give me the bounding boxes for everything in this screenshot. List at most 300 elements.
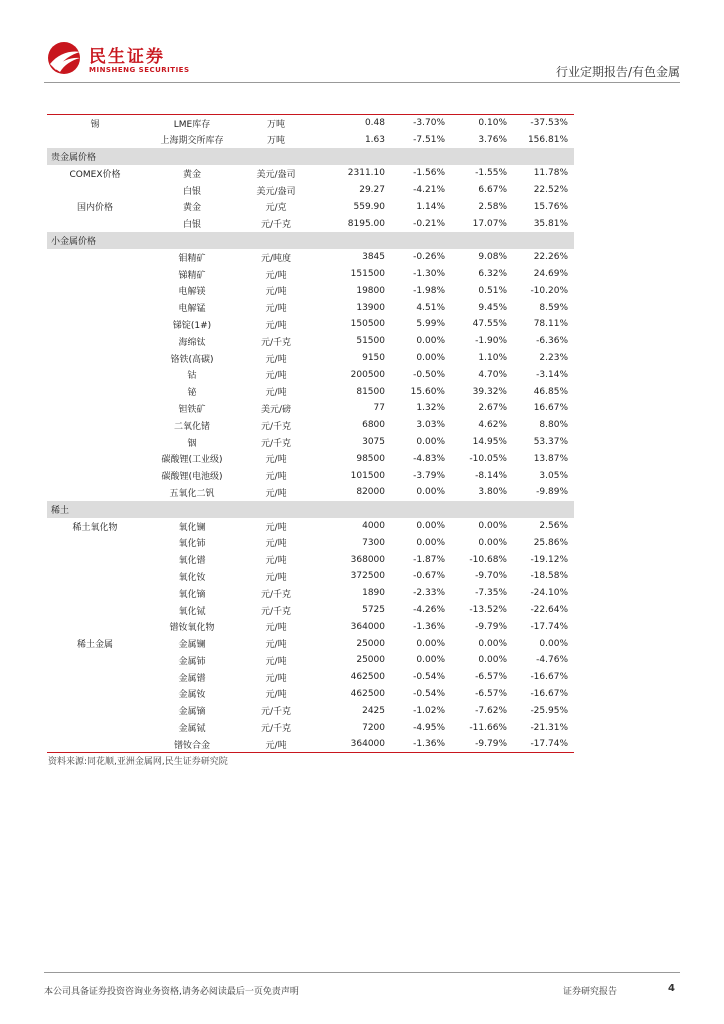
change-week-cell: -1.36% xyxy=(413,739,445,750)
unit-cell: 元/吨 xyxy=(265,673,287,684)
table-row xyxy=(47,366,574,383)
change-year-cell: 13.87% xyxy=(533,453,569,464)
category-cell xyxy=(47,182,143,199)
company-logo xyxy=(44,40,204,78)
change-week-cell: 0.00% xyxy=(416,638,445,649)
change-month-cell: 9.08% xyxy=(478,252,507,263)
table-row xyxy=(47,249,574,266)
item-name-cell: 金属镧 xyxy=(178,640,206,651)
unit-cell: 元/千克 xyxy=(260,707,292,718)
table-sections xyxy=(47,148,574,753)
item-name-cell: 锑锭(1#) xyxy=(172,320,212,331)
change-year-cell: 35.81% xyxy=(533,218,569,229)
section-title: 稀土 xyxy=(47,501,574,518)
table-row xyxy=(47,518,574,535)
header-divider xyxy=(44,82,680,83)
price-cell: 82000 xyxy=(356,487,385,498)
change-year-cell: -22.64% xyxy=(530,605,569,615)
price-cell: 0.48 xyxy=(364,118,385,129)
change-week-cell: 5.99% xyxy=(416,319,445,330)
change-month-cell: 1.10% xyxy=(478,353,507,364)
change-year-cell: 156.81% xyxy=(527,134,568,145)
change-year-cell: 2.23% xyxy=(539,353,569,364)
table-row xyxy=(47,198,574,215)
unit-cell: 元/千克 xyxy=(260,589,292,600)
table-row xyxy=(47,652,574,669)
category-cell xyxy=(47,467,143,484)
change-month-cell: -7.62% xyxy=(475,705,507,716)
category-cell xyxy=(47,434,143,451)
change-week-cell: -4.21% xyxy=(413,185,445,196)
change-month-cell: -6.57% xyxy=(475,688,507,699)
item-name-cell: 氧化镝 xyxy=(178,589,206,600)
change-week-cell: 15.60% xyxy=(410,386,445,397)
unit-cell: 元/吨 xyxy=(265,656,287,667)
change-year-cell: -3.14% xyxy=(536,369,569,380)
category-cell xyxy=(47,736,143,753)
table-row xyxy=(47,602,574,619)
change-year-cell: -24.10% xyxy=(530,588,569,599)
item-name-cell: 氧化铽 xyxy=(178,606,206,617)
change-year-cell: -25.95% xyxy=(530,705,569,716)
category-cell xyxy=(47,686,143,703)
change-month-cell: -1.55% xyxy=(475,168,507,179)
table-row xyxy=(47,165,574,182)
table-row xyxy=(47,131,574,148)
item-name-cell: 镨钕氧化物 xyxy=(169,623,215,634)
change-week-cell: 3.03% xyxy=(416,420,445,431)
table-row xyxy=(47,333,574,350)
change-month-cell: 47.55% xyxy=(472,319,507,330)
change-year-cell: 8.59% xyxy=(539,302,569,313)
category-cell xyxy=(47,669,143,686)
table-row xyxy=(47,299,574,316)
unit-cell: 元/吨 xyxy=(265,472,287,483)
unit-cell: 元/吨 xyxy=(265,488,287,499)
price-cell: 3845 xyxy=(362,252,385,263)
change-week-cell: 0.00% xyxy=(416,437,445,448)
change-week-cell: 0.00% xyxy=(416,487,445,498)
item-name-cell: 锑精矿 xyxy=(178,270,206,281)
unit-cell: 元/吨 xyxy=(265,556,287,567)
item-name-cell: 金属镨 xyxy=(178,673,206,684)
table-row xyxy=(47,215,574,232)
change-week-cell: -0.50% xyxy=(413,369,445,380)
change-year-cell: 24.69% xyxy=(533,269,569,280)
change-month-cell: -7.35% xyxy=(475,588,507,599)
price-cell: 2425 xyxy=(362,705,385,716)
footer-label: 证券研究报告 xyxy=(563,987,618,997)
change-week-cell: -4.95% xyxy=(413,722,445,733)
item-name-cell: 白银 xyxy=(182,220,201,231)
change-month-cell: 14.95% xyxy=(472,437,507,448)
item-name-cell: 碳酸锂(工业级) xyxy=(161,455,223,466)
change-week-cell: 1.32% xyxy=(416,403,445,414)
change-month-cell: -9.79% xyxy=(475,621,507,632)
category-cell xyxy=(47,618,143,635)
table-row xyxy=(47,450,574,467)
unit-cell: 元/吨 xyxy=(265,354,287,365)
change-month-cell: 3.76% xyxy=(478,134,507,145)
change-month-cell: 39.32% xyxy=(472,386,507,397)
item-name-cell: 五氧化二钒 xyxy=(169,488,215,499)
section-header-row xyxy=(47,232,574,249)
change-year-cell: 46.85% xyxy=(533,386,569,397)
change-year-cell: -16.67% xyxy=(530,688,569,699)
item-name-cell: 铋 xyxy=(187,388,197,399)
table-row xyxy=(47,568,574,585)
category-cell: 稀土氧化物 xyxy=(72,522,118,533)
unit-cell: 元/吨 xyxy=(265,572,287,583)
change-month-cell: -6.57% xyxy=(475,672,507,683)
change-month-cell: 0.10% xyxy=(478,118,507,129)
price-cell: 559.90 xyxy=(353,201,385,212)
unit-cell: 元/克 xyxy=(265,203,287,214)
item-name-cell: 金属钕 xyxy=(178,690,206,701)
unit-cell: 元/吨 xyxy=(265,287,287,298)
unit-cell: 元/吨 xyxy=(265,539,287,550)
item-name-cell: 氧化铈 xyxy=(178,539,206,550)
table-row xyxy=(47,551,574,568)
price-cell: 19800 xyxy=(356,285,385,296)
change-week-cell: 0.00% xyxy=(416,655,445,666)
change-week-cell: -3.79% xyxy=(413,470,445,481)
change-month-cell: -1.90% xyxy=(475,336,507,347)
change-month-cell: 0.00% xyxy=(478,537,507,548)
change-month-cell: 4.62% xyxy=(478,420,507,431)
unit-cell: 元/吨 xyxy=(265,371,287,382)
price-cell: 98500 xyxy=(356,453,385,464)
price-cell: 8195.00 xyxy=(347,218,385,229)
change-year-cell: -17.74% xyxy=(530,621,569,632)
table-row xyxy=(47,282,574,299)
price-cell: 364000 xyxy=(350,739,385,750)
change-week-cell: 1.14% xyxy=(416,201,445,212)
item-name-cell: 二氧化锗 xyxy=(173,421,210,432)
item-name-cell: 白银 xyxy=(182,186,201,197)
unit-cell: 元/吨 xyxy=(265,388,287,399)
price-cell: 462500 xyxy=(350,688,385,699)
item-name-cell: 金属铈 xyxy=(178,656,206,667)
change-week-cell: -1.02% xyxy=(413,705,445,716)
price-cell: 7300 xyxy=(362,537,385,548)
change-month-cell: -10.68% xyxy=(469,554,507,565)
table-top-block xyxy=(47,114,574,148)
change-year-cell: 11.78% xyxy=(533,168,569,179)
unit-cell: 元/千克 xyxy=(260,606,292,617)
change-year-cell: 25.86% xyxy=(533,537,569,548)
change-year-cell: -10.20% xyxy=(530,285,569,296)
section-header-row xyxy=(47,148,574,165)
unit-cell: 元/吨 xyxy=(265,304,287,315)
table-row xyxy=(47,417,574,434)
price-cell: 150500 xyxy=(350,319,385,330)
price-cell: 25000 xyxy=(356,655,385,666)
category-cell xyxy=(47,333,143,350)
table-row xyxy=(47,316,574,333)
category-cell xyxy=(47,702,143,719)
unit-cell: 元/吨 xyxy=(265,690,287,701)
section-header-row xyxy=(47,501,574,518)
item-name-cell: 金属镝 xyxy=(178,707,206,718)
page-number: 4 xyxy=(668,983,675,994)
change-week-cell: -0.54% xyxy=(413,672,445,683)
change-month-cell: 9.45% xyxy=(478,302,507,313)
category-cell xyxy=(47,366,143,383)
unit-cell: 元/千克 xyxy=(260,421,292,432)
change-year-cell: 53.37% xyxy=(533,437,569,448)
change-year-cell: 78.11% xyxy=(533,319,569,330)
change-month-cell: 0.00% xyxy=(478,655,507,666)
item-name-cell: 电解锰 xyxy=(178,304,206,315)
change-year-cell: -16.67% xyxy=(530,672,569,683)
item-name-cell: 氧化镨 xyxy=(178,556,206,567)
item-name-cell: 上海期交所库存 xyxy=(160,136,224,147)
price-cell: 372500 xyxy=(350,571,385,582)
category-cell xyxy=(47,551,143,568)
category-cell xyxy=(47,316,143,333)
change-month-cell: 17.07% xyxy=(472,218,507,229)
category-cell xyxy=(47,585,143,602)
table-row xyxy=(47,266,574,283)
table-row xyxy=(47,434,574,451)
change-year-cell: 8.80% xyxy=(539,420,569,431)
report-type: 行业定期报告/有色金属 xyxy=(555,65,680,79)
category-cell xyxy=(47,484,143,501)
category-cell: 锡 xyxy=(90,119,100,130)
price-cell: 81500 xyxy=(356,386,385,397)
unit-cell: 元/吨 xyxy=(265,270,287,281)
category-cell xyxy=(47,266,143,283)
table-row xyxy=(47,182,574,199)
change-month-cell: 2.58% xyxy=(478,201,507,212)
change-week-cell: 0.00% xyxy=(416,336,445,347)
change-week-cell: -1.36% xyxy=(413,621,445,632)
item-name-cell: 碳酸锂(电池级) xyxy=(161,472,223,483)
change-week-cell: 0.00% xyxy=(416,521,445,532)
change-month-cell: 6.32% xyxy=(478,269,507,280)
table-row xyxy=(47,467,574,484)
unit-cell: 元/吨 xyxy=(265,455,287,466)
price-cell: 101500 xyxy=(350,470,385,481)
item-name-cell: 黄金 xyxy=(182,169,201,180)
change-month-cell: 4.70% xyxy=(478,369,507,380)
price-cell: 3075 xyxy=(362,437,385,448)
unit-cell: 元/吨 xyxy=(265,522,287,533)
item-name-cell: 海绵钛 xyxy=(178,337,206,348)
category-cell xyxy=(47,534,143,551)
change-week-cell: 0.00% xyxy=(416,537,445,548)
change-week-cell: -0.67% xyxy=(413,571,445,582)
unit-cell: 元/吨 xyxy=(265,640,287,651)
category-cell xyxy=(47,450,143,467)
category-cell: 国内价格 xyxy=(76,203,113,214)
price-cell: 151500 xyxy=(350,269,385,280)
change-month-cell: 0.00% xyxy=(478,638,507,649)
footer-divider xyxy=(44,972,680,973)
table-row xyxy=(47,669,574,686)
change-month-cell: -9.70% xyxy=(475,571,507,582)
price-cell: 77 xyxy=(373,403,385,414)
price-cell: 2311.10 xyxy=(347,168,385,179)
change-week-cell: -1.98% xyxy=(413,285,445,296)
unit-cell: 万吨 xyxy=(266,119,285,130)
change-year-cell: 22.26% xyxy=(533,252,569,263)
data-source-note: 资料来源:同花顺,亚洲金属网,民生证券研究院 xyxy=(48,757,228,767)
change-year-cell: -37.53% xyxy=(530,118,568,129)
logo-english-name: MINSHENG SECURITIES xyxy=(89,66,190,74)
unit-cell: 元/千克 xyxy=(260,337,292,348)
unit-cell: 美元/盎司 xyxy=(256,186,296,197)
change-week-cell: -1.30% xyxy=(413,269,445,280)
change-week-cell: -1.87% xyxy=(413,554,445,565)
unit-cell: 美元/磅 xyxy=(260,404,292,415)
change-year-cell: -18.58% xyxy=(530,571,569,582)
table-row xyxy=(47,686,574,703)
change-week-cell: 0.00% xyxy=(416,353,445,364)
change-month-cell: 6.67% xyxy=(478,185,507,196)
unit-cell: 元/千克 xyxy=(260,438,292,449)
unit-cell: 元/千克 xyxy=(260,724,292,735)
change-year-cell: -6.36% xyxy=(536,336,569,347)
table-row xyxy=(47,736,574,753)
change-week-cell: -2.33% xyxy=(413,588,445,599)
category-cell: 稀土金属 xyxy=(76,640,113,651)
unit-cell: 元/吨度 xyxy=(260,253,292,264)
table-row xyxy=(47,635,574,652)
item-name-cell: 金属铽 xyxy=(178,724,206,735)
table-row xyxy=(47,702,574,719)
unit-cell: 元/吨 xyxy=(265,320,287,331)
category-cell xyxy=(47,350,143,367)
price-cell: 364000 xyxy=(350,621,385,632)
category-cell xyxy=(47,417,143,434)
change-year-cell: 2.56% xyxy=(539,521,569,532)
change-month-cell: -11.66% xyxy=(469,722,507,733)
item-name-cell: 铬铁(高碳) xyxy=(170,354,214,365)
change-week-cell: -3.70% xyxy=(413,118,445,129)
price-cell: 7200 xyxy=(362,722,385,733)
price-cell: 51500 xyxy=(356,336,385,347)
change-year-cell: -21.31% xyxy=(530,722,569,733)
change-month-cell: -8.14% xyxy=(475,470,507,481)
change-week-cell: 4.51% xyxy=(416,302,445,313)
item-name-cell: 氧化钕 xyxy=(178,572,206,583)
change-year-cell: -4.76% xyxy=(536,655,569,666)
change-year-cell: -17.74% xyxy=(530,739,569,750)
category-cell xyxy=(47,719,143,736)
item-name-cell: 黄金 xyxy=(182,203,201,214)
change-year-cell: 22.52% xyxy=(533,185,569,196)
table-row xyxy=(47,719,574,736)
category-cell: COMEX价格 xyxy=(69,169,121,180)
price-cell: 9150 xyxy=(362,353,385,364)
table-row xyxy=(47,618,574,635)
change-week-cell: -0.26% xyxy=(413,252,445,263)
price-cell: 1890 xyxy=(362,588,385,599)
price-cell: 1.63 xyxy=(364,134,385,145)
change-week-cell: -4.26% xyxy=(413,605,445,615)
category-cell xyxy=(47,299,143,316)
category-cell xyxy=(47,568,143,585)
change-week-cell: -4.83% xyxy=(413,453,445,464)
change-month-cell: 0.00% xyxy=(478,521,507,532)
change-week-cell: -7.51% xyxy=(413,134,445,145)
section-title: 小金属价格 xyxy=(47,232,574,249)
footer-disclaimer: 本公司具备证券投资咨询业务资格,请务必阅读最后一页免责声明 xyxy=(44,987,299,997)
change-month-cell: -13.52% xyxy=(469,605,507,615)
category-cell xyxy=(47,400,143,417)
change-year-cell: -9.89% xyxy=(536,487,569,498)
category-cell xyxy=(47,131,143,148)
change-year-cell: -19.12% xyxy=(530,554,569,565)
change-year-cell: 16.67% xyxy=(533,403,569,414)
price-cell: 29.27 xyxy=(359,185,385,196)
table-row xyxy=(47,400,574,417)
category-cell xyxy=(47,602,143,619)
change-month-cell: 0.51% xyxy=(478,285,507,296)
metal-price-table xyxy=(47,114,574,753)
change-month-cell: -9.79% xyxy=(475,739,507,750)
change-week-cell: -0.54% xyxy=(413,688,445,699)
unit-cell: 元/吨 xyxy=(265,740,287,751)
item-name-cell: LME库存 xyxy=(173,119,211,130)
section-title: 贵金属价格 xyxy=(47,148,574,165)
item-name-cell: 钼精矿 xyxy=(178,253,206,264)
logo-chinese-name: 民生证券 xyxy=(89,47,165,67)
table-row xyxy=(47,585,574,602)
change-month-cell: 2.67% xyxy=(478,403,507,414)
category-cell xyxy=(47,249,143,266)
unit-cell: 元/吨 xyxy=(265,623,287,634)
unit-cell: 元/千克 xyxy=(260,220,292,231)
price-cell: 25000 xyxy=(356,638,385,649)
price-cell: 200500 xyxy=(350,369,385,380)
category-cell xyxy=(47,215,143,232)
item-name-cell: 氧化镧 xyxy=(178,522,206,533)
change-year-cell: 0.00% xyxy=(539,638,569,649)
price-cell: 368000 xyxy=(350,554,385,565)
category-cell xyxy=(47,282,143,299)
unit-cell: 万吨 xyxy=(266,136,285,147)
price-cell: 6800 xyxy=(362,420,385,431)
table-row xyxy=(47,350,574,367)
table-row xyxy=(47,484,574,501)
table-row xyxy=(47,383,574,400)
price-cell: 4000 xyxy=(362,521,385,532)
price-cell: 462500 xyxy=(350,672,385,683)
page-header xyxy=(0,0,724,84)
item-name-cell: 铟 xyxy=(187,438,197,449)
minsheng-logo-icon xyxy=(44,40,84,76)
change-year-cell: 15.76% xyxy=(533,201,569,212)
change-year-cell: 3.05% xyxy=(539,470,569,481)
category-cell xyxy=(47,383,143,400)
item-name-cell: 电解镁 xyxy=(178,287,206,298)
table-row xyxy=(47,115,574,132)
category-cell xyxy=(47,652,143,669)
table-row xyxy=(47,534,574,551)
item-name-cell: 钴 xyxy=(187,371,197,382)
unit-cell: 美元/盎司 xyxy=(256,169,296,180)
price-cell: 5725 xyxy=(362,605,385,615)
change-month-cell: 3.80% xyxy=(478,487,507,498)
change-week-cell: -0.21% xyxy=(413,218,445,229)
item-name-cell: 镨钕合金 xyxy=(173,740,210,751)
price-cell: 13900 xyxy=(356,302,385,313)
change-week-cell: -1.56% xyxy=(413,168,445,179)
item-name-cell: 钽铁矿 xyxy=(178,404,206,415)
